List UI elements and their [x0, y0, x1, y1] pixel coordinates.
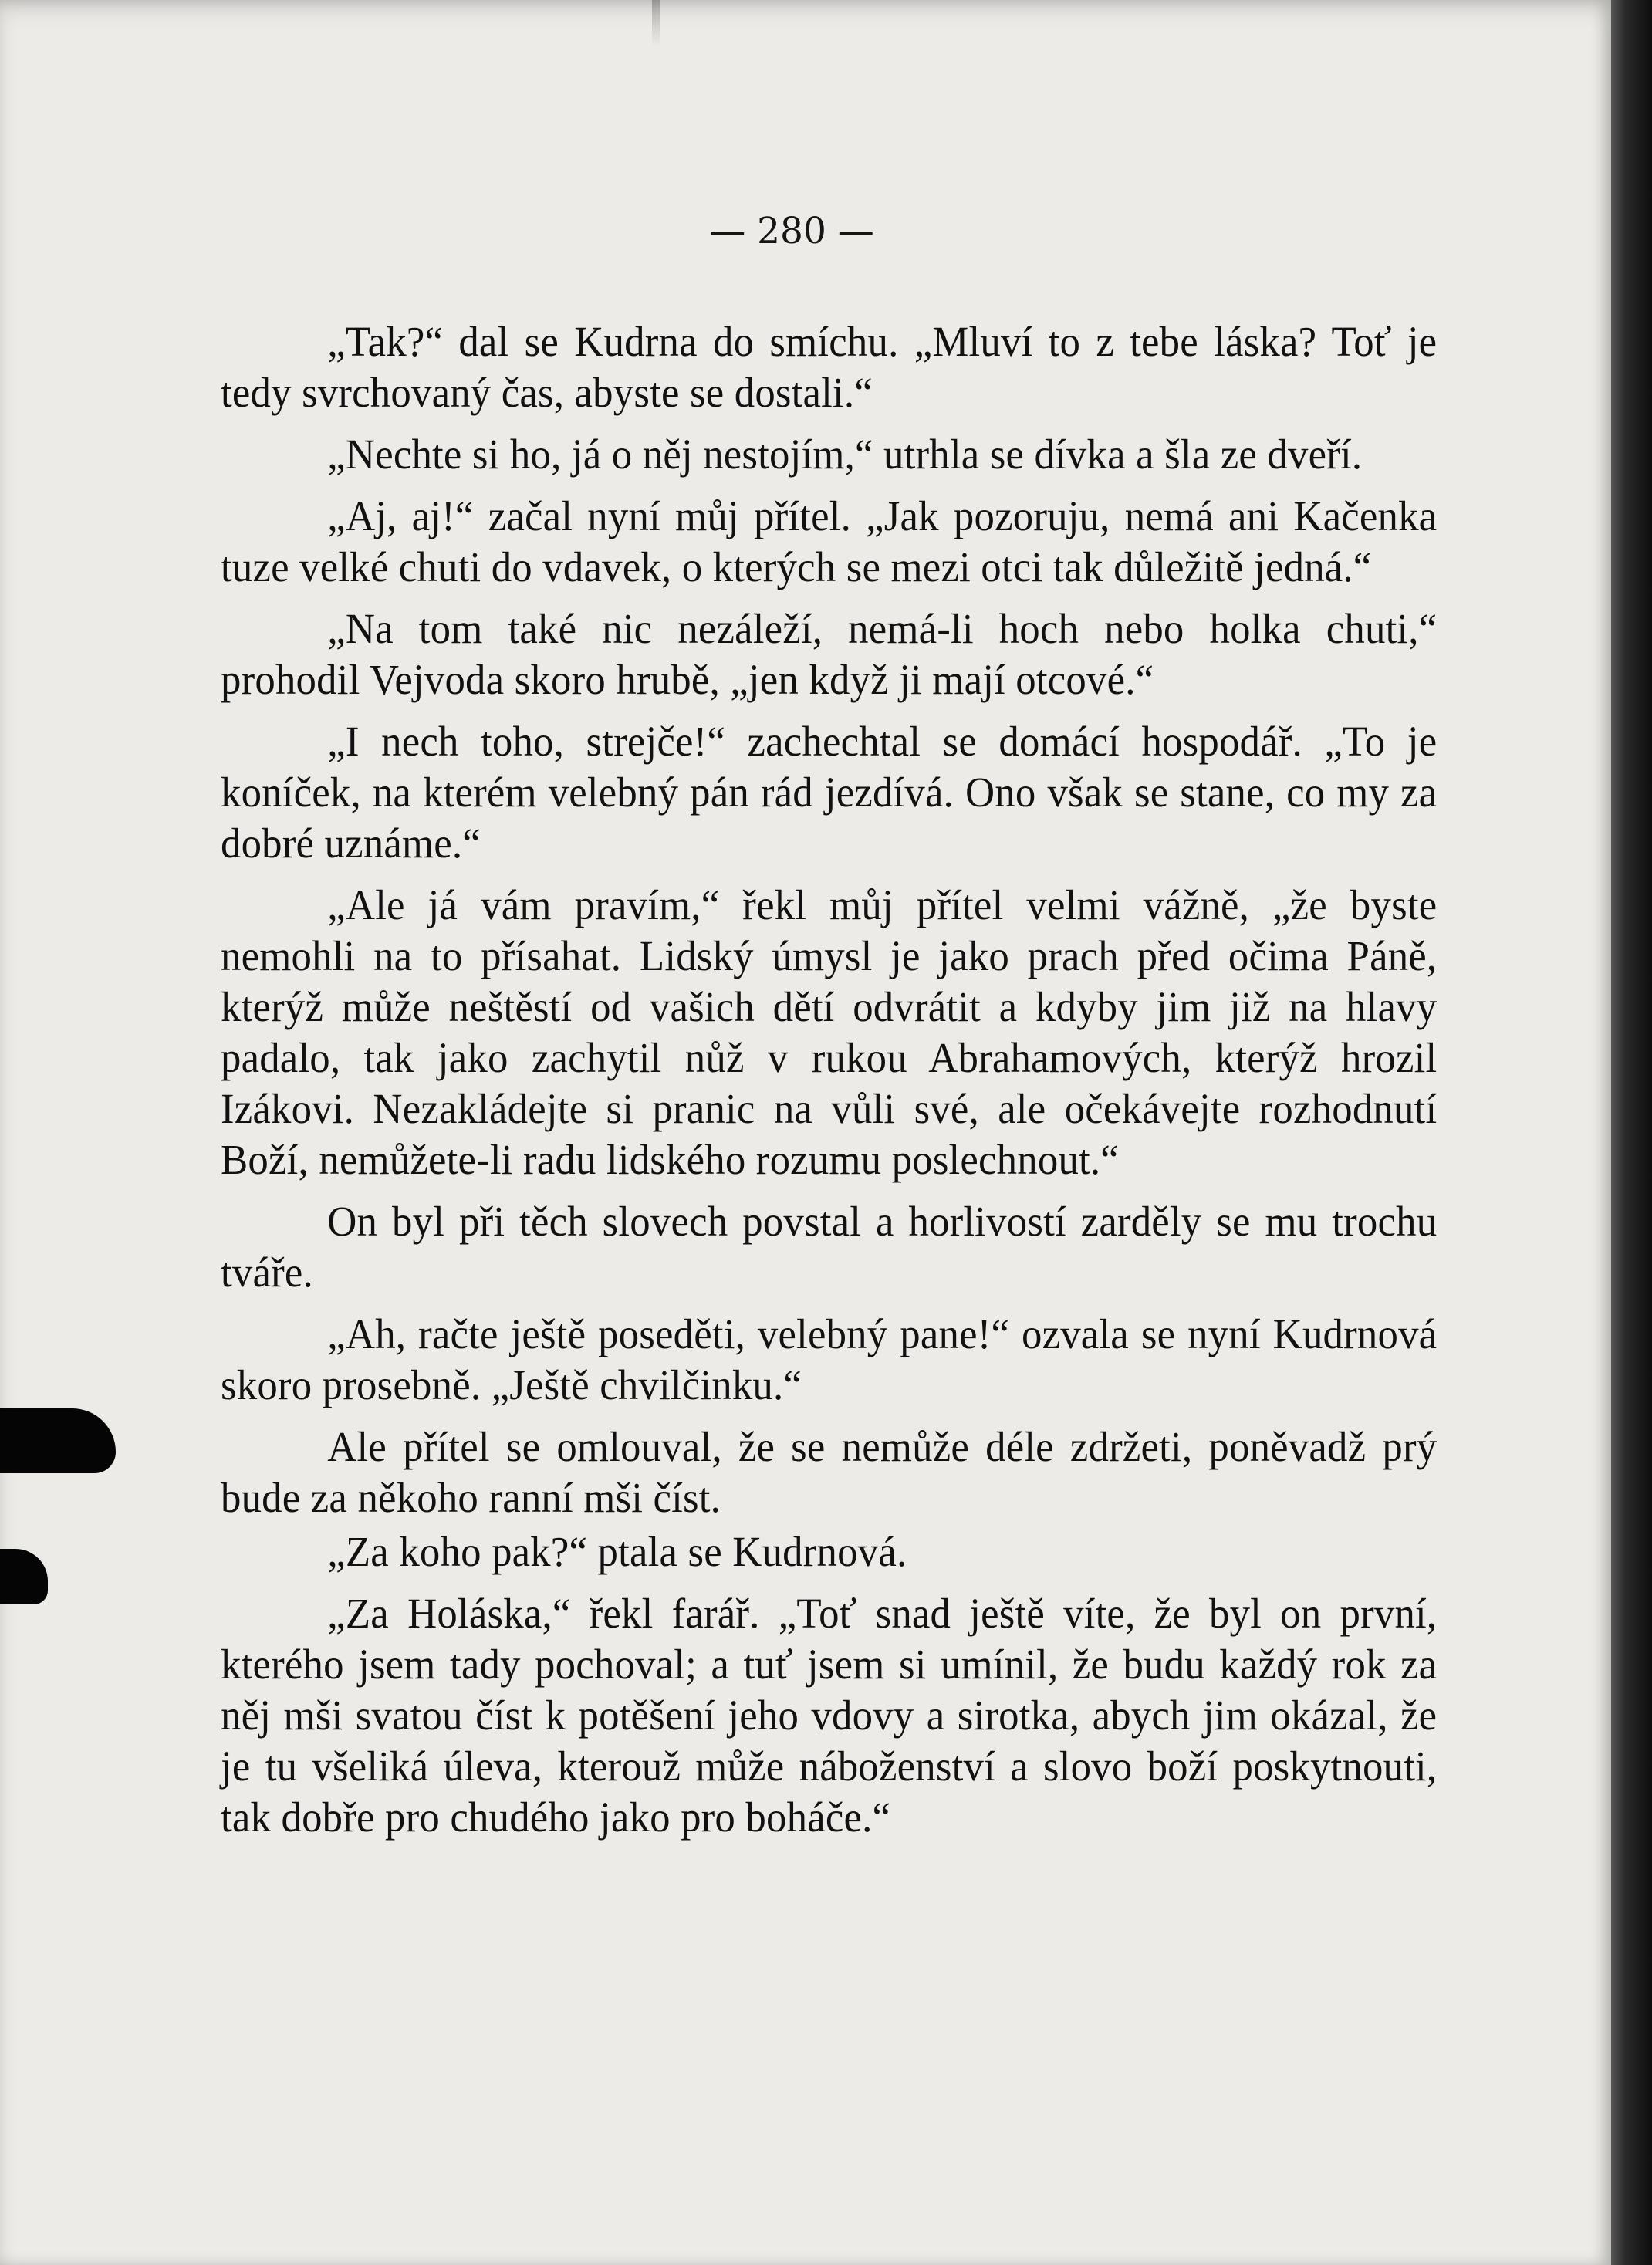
- page-text: [221, 316, 1437, 1854]
- paragraph-7: On byl při těch slovech povstal a horlivostí zarděly se mu trochu tváře.: [221, 1198, 1437, 1296]
- paragraph-2: „Nechte si ho, já o něj nestojím,“ utrhla se dívka a šla ze dveří.: [327, 431, 1363, 478]
- page-number: — 280 —: [709, 210, 874, 252]
- paragraph-5: „I nech toho, strejče!“ zachechtal se domácí hospodář. „To je koníček, na kterém velebný pán rád jezdívá. Ono však se stane, co my za dobré uznáme.“: [221, 718, 1437, 867]
- paragraph-8: „Ah, račte ještě poseděti, velebný pane!“ ozvala se nyní Kudrnová skoro prosebně. „Ještě chvilčinku.“: [221, 1310, 1437, 1408]
- scan-right-edge: [1611, 0, 1652, 2265]
- paragraph-10: „Za koho pak?“ ptala se Kudrnová.: [327, 1528, 907, 1575]
- scan-artifact: [652, 0, 660, 46]
- paragraph-9: Ale přítel se omlouval, že se nemůže déle zdržeti, poněvadž prý bude za někoho ranní mši číst.: [221, 1423, 1437, 1521]
- paragraph-3: „Aj, aj!“ začal nyní můj přítel. „Jak pozoruju, nemá ani Kačenka tuze velké chuti do vdavek, o kterých se mezi otci tak důležitě jedná.“: [221, 492, 1437, 590]
- binding-shadow-lower: [0, 1549, 48, 1604]
- binding-shadow-upper: [0, 1408, 116, 1473]
- paragraph-4: „Na tom také nic nezáleží, nemá-li hoch nebo holka chuti,“ prohodil Vejvoda skoro hrubě, „jen když ji mají otcové.“: [221, 605, 1437, 703]
- paragraph-6: „Ale já vám pravím,“ řekl můj přítel velmi vážně, „že byste nemohli na to přísahat. Lidský úmysl je jako prach před očima Páně, kterýž může neštěstí od vašich dětí odvrátit a kdyby jim již na hlavy padalo, tak jako zachytil nůž v rukou Abrahamových, kterýž hrozil Izákovi. Nezakládejte si pranic na vůli své, ale očekávejte rozhodnutí Boží, nemůžete-li radu lidského rozumu poslechnout.“: [221, 881, 1437, 1183]
- paragraph-11: „Za Holáska,“ řekl farář. „Toť snad ještě víte, že byl on první, kterého jsem tady pochoval; a tuť jsem si umínil, že budu každý rok za něj mši svatou číst k potěšení jeho vdovy a sirotka, abych jim okázal, že je tu všeliká úleva, kterouž může náboženství a slovo boží poskytnouti, tak dobře pro chudého jako pro boháče.“: [221, 1590, 1437, 1841]
- paragraph-1: „Tak?“ dal se Kudrna do smíchu. „Mluví to z tebe láska? Toť je tedy svrchovaný čas, abyste se dostali.“: [221, 318, 1437, 416]
